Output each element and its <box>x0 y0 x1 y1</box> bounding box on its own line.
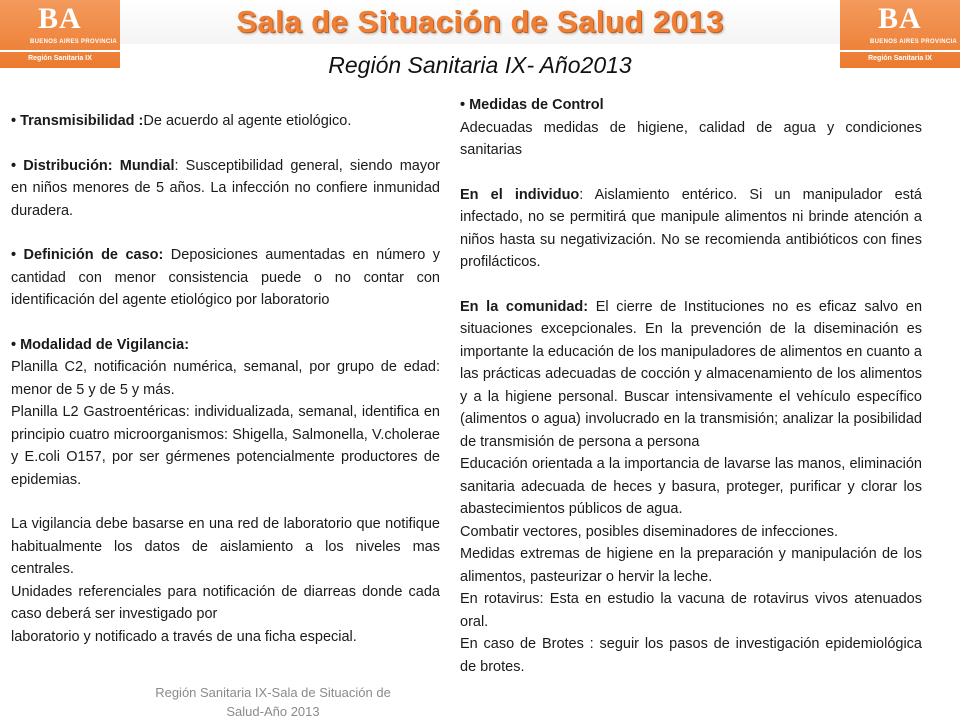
unidades-text: Unidades referenciales para notificación de diarreas donde cada caso deberá ser investigado por <box>11 583 440 622</box>
logo-region: Región Sanitaria IX <box>28 55 92 62</box>
footer-line-1: Región Sanitaria IX-Sala de Situación de <box>155 685 391 700</box>
vigilancia-text: La vigilancia debe basarse en una red de laboratorio que notifique habitualmente los datos de aislamiento a los niveles mas centrales. <box>11 516 440 577</box>
definicion-paragraph <box>11 244 440 312</box>
planilla-c2-text: Planilla C2, notificación numérica, semanal, por grupo de edad: menor de 5 y de 5 y más. <box>11 359 440 398</box>
definicion-text: Deposiciones aumentadas en número y cantidad con menor consistencia puede o no contar con identificación del agente etiológico por laboratorio <box>11 247 440 308</box>
comunidad-label: En la comunidad: <box>460 298 589 315</box>
logo-province: BUENOS AIRES PROVINCIA <box>30 39 118 45</box>
page-title: Sala de Situación de Salud 2013 <box>236 4 724 39</box>
planilla-l2-text: Planilla L2 Gastroentéricas: individualizada, semanal, identifica en principio cuatro microorganismos: Shigella, Salmonella, V.cholerae y E.coli O157, por ser gérmenes potencialmente productores de epidemias. <box>11 404 440 488</box>
distribucion-paragraph <box>11 155 440 223</box>
rotavirus-text: En rotavirus: Esta en estudio la vacuna de rotavirus vivos atenuados oral. <box>460 591 922 630</box>
transmisibilidad-paragraph <box>11 110 440 133</box>
footer <box>138 683 408 721</box>
brotes-text: En caso de Brotes : seguir los pasos de investigación epidemiológica de brotes. <box>460 636 922 675</box>
distribucion-text: : Susceptibilidad general, siendo mayor en niños menores de 5 años. La infección no confiere inmunidad duradera. <box>11 157 440 219</box>
logo-mark: BA <box>38 2 82 35</box>
definicion-label: • Definición de caso: <box>11 247 164 263</box>
vectores-text: Combatir vectores, posibles diseminadores de infecciones. <box>460 523 838 540</box>
unidades-text-2: laboratorio y notificado a través de una ficha especial. <box>11 628 357 645</box>
educacion-text: Educación orientada a la importancia de lavarse las manos, eliminación sanitaria adecuada de heces y basura, proteger, purificar y clorar los abastecimientos públicos de agua. <box>460 456 922 517</box>
modalidad-label: • Modalidad de Vigilancia: <box>11 336 190 353</box>
logo-mark: BA <box>878 2 922 35</box>
medidas-label: • Medidas de Control <box>460 97 604 113</box>
individuo-label: En el individuo <box>460 186 580 203</box>
individuo-paragraph <box>460 184 922 274</box>
transmisibilidad-label: • Transmisibilidad : <box>11 113 144 129</box>
right-column <box>460 94 922 678</box>
comunidad-text: El cierre de Instituciones no es eficaz salvo en situaciones excepcionales. En la prevención de la diseminación es importante la educación de los manipuladores de alimentos en cuanto a las prácticas adecuadas de cocción y almacenamiento de los alimentos y a la higiene personal. Buscar intensivamente el vehículo específico (alimentos o agua) involucrado en la transmisión; analizar la posibilidad de transmisión de persona a persona <box>460 298 923 450</box>
footer-line-2: Salud-Año 2013 <box>226 704 320 719</box>
individuo-text: : Aislamiento entérico. Si un manipulador está infectado, no se permitirá que manipule alimentos ni brinde atención a niños hasta su negativización. No se recomienda antibióticos con fines profilácticos. <box>460 186 922 270</box>
medidas-extremas-text: Medidas extremas de higiene en la preparación y manipulación de los alimentos, pasteurizar o hervir la leche. <box>460 546 922 585</box>
comunidad-paragraph <box>460 296 922 454</box>
transmisibilidad-text: De acuerdo al agente etiológico. <box>143 113 352 129</box>
logo-province: BUENOS AIRES PROVINCIA <box>870 39 958 45</box>
medidas-text: Adecuadas medidas de higiene, calidad de agua y condiciones sanitarias <box>460 119 922 158</box>
logo-region: Región Sanitaria IX <box>868 55 932 62</box>
distribucion-label: • Distribución: Mundial <box>11 157 175 174</box>
page-subtitle: Región Sanitaria IX- Año2013 <box>328 52 632 78</box>
left-column <box>11 110 440 648</box>
